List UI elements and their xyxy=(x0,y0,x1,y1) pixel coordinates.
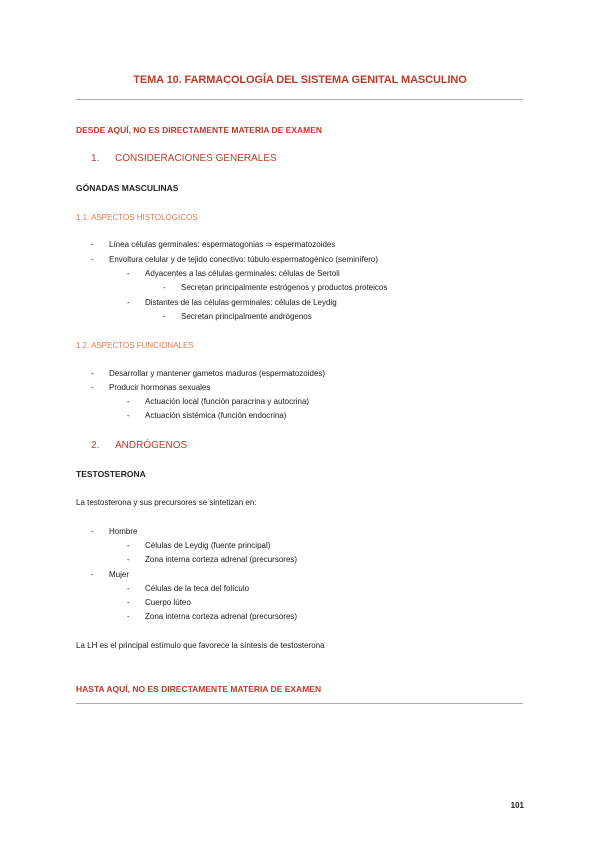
title-divider xyxy=(76,99,523,100)
section-1-heading xyxy=(91,153,277,164)
list-item: - Zona interna corteza adrenal (precursores) xyxy=(127,555,298,564)
list-item: - Células de Leydig (fuente principal) xyxy=(127,541,271,550)
list-item: - Distantes de las células germinales: células de Leydig xyxy=(127,298,337,307)
lh-conclusion: La LH es el principal estímulo que favorece la síntesis de testosterona xyxy=(76,641,325,650)
exam-notice-end: HASTA AQUÍ, NO ES DIRECTAMENTE MATERIA DE EXAMEN xyxy=(76,684,322,694)
list-item: - Mujer xyxy=(91,570,130,579)
list-item: - Actuación local (función paracrina y autocrina) xyxy=(127,397,310,406)
list-item: - Adyacentes a las células germinales: células de Sertoli xyxy=(127,269,340,278)
section-2-number: 2. xyxy=(91,440,100,451)
subsection-1-1-title: 1.1. ASPECTOS HISTOLÓGICOS xyxy=(76,213,198,222)
list-item: - Producir hormonas sexuales xyxy=(91,383,211,392)
page-title: TEMA 10. FARMACOLOGÍA DEL SISTEMA GENITAL MASCULINO xyxy=(133,74,467,86)
list-item: - Hombre xyxy=(91,527,138,536)
list-item: - Cuerpo lúteo xyxy=(127,598,191,607)
page-number: 101 xyxy=(510,801,524,810)
list-item: - Células de la teca del folículo xyxy=(127,584,250,593)
section-1-number: 1. xyxy=(91,153,100,164)
list-item: - Zona interna corteza adrenal (precursores) xyxy=(127,612,298,621)
section-2-heading xyxy=(91,440,187,451)
list-item: - Desarrollar y mantener gametos maduros (espermatozoides) xyxy=(91,369,326,378)
testosterona-subtitle: TESTOSTERONA xyxy=(76,469,146,479)
gonadas-subtitle: GÓNADAS MASCULINAS xyxy=(76,183,179,193)
subsection-1-2-title: 1.2. ASPECTOS FUNCIONALES xyxy=(76,341,194,350)
list-item: - Secretan principalmente estrógenos y productos proteicos xyxy=(163,283,388,292)
section-2-title: ANDRÓGENOS xyxy=(115,440,188,451)
section-1-title: CONSIDERACIONES GENERALES xyxy=(115,153,277,164)
exam-notice-start: DESDE AQUÍ, NO ES DIRECTAMENTE MATERIA DE EXAMEN xyxy=(76,125,323,135)
list-item: - Línea células germinales: espermatogonias ⇒ espermatozoides xyxy=(91,240,336,249)
list-item: - Envoltura celular y de tejido conectivo: túbulo espermatogénico (seminífero) xyxy=(91,255,379,264)
synthesis-intro: La testosterona y sus precursores se sintetizan en: xyxy=(76,498,257,507)
list-item: - Secretan principalmente andrógenos xyxy=(163,312,312,321)
list-item: - Actuación sistémica (función endocrina) xyxy=(127,411,287,420)
end-divider xyxy=(76,703,523,704)
